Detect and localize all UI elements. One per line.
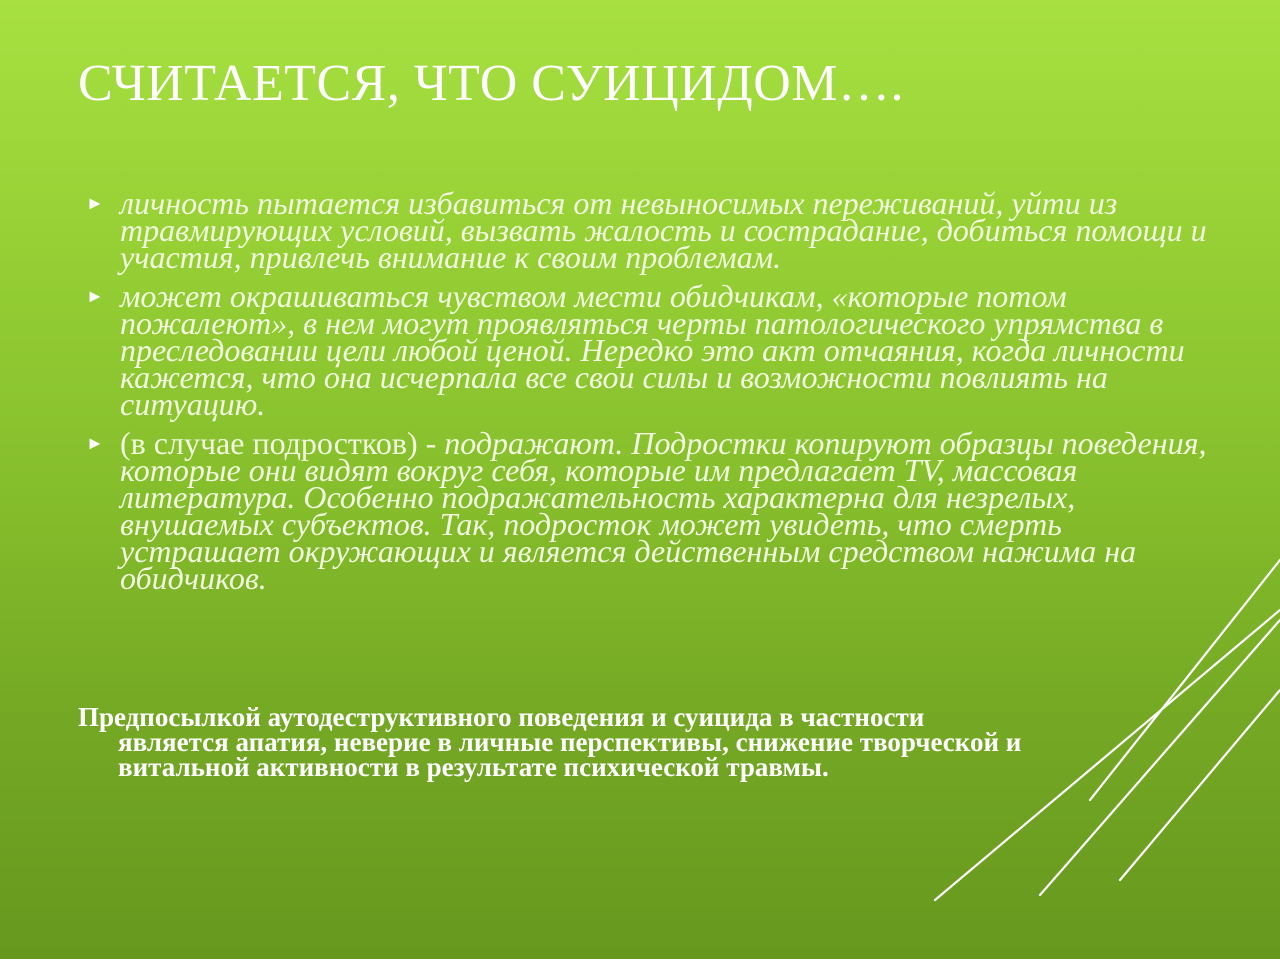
bullet-list [86,185,1216,604]
bullet-item-2 [86,278,1216,422]
bullet-item-3 [86,425,1216,596]
bullet-triangle-icon: ► [86,433,104,453]
summary-rest: является апатия, неверие в личные перспективы, снижение творческой и витальной активности в результате психической травмы. [118,727,1022,782]
bullet-prefix: (в случае подростков) - [120,425,445,461]
bullet-triangle-icon: ► [86,286,104,306]
bullet-text: может окрашиваться чувством мести обидчикам, «которые потом пожалеют», в нем могут проявляться черты патологического упрямства в преследовании цели любой ценой. Нередко это акт отчаяния, когда личности кажется, что она исчерпала все свои силы и возможности повлиять на ситуацию. [120,278,1185,422]
summary-first-line: Предпосылкой аутодеструктивного поведения и суицида в частности [78,702,925,732]
bullet-item-1 [86,185,1216,275]
bullet-text: подражают. Подростки копируют образцы поведения, которые они видят вокруг себя, которые им предлагает TV, массовая литература. Особенно подражательность характерна для незрелых, внушаемых субъектов. Так, подросток может увидеть, что смерть устрашает окружающих и является действенным средством нажима на обидчиков. [120,425,1207,596]
bullet-triangle-icon: ► [86,193,104,213]
bullet-text: личность пытается избавиться от невыносимых переживаний, уйти из травмирующих условий, вызвать жалость и сострадание, добиться помощи и участия, привлечь внимание к своим проблемам. [120,185,1207,275]
slide-title: СЧИТАЕТСЯ, ЧТО СУИЦИДОМ…. [78,55,905,112]
summary-paragraph [78,702,1148,782]
